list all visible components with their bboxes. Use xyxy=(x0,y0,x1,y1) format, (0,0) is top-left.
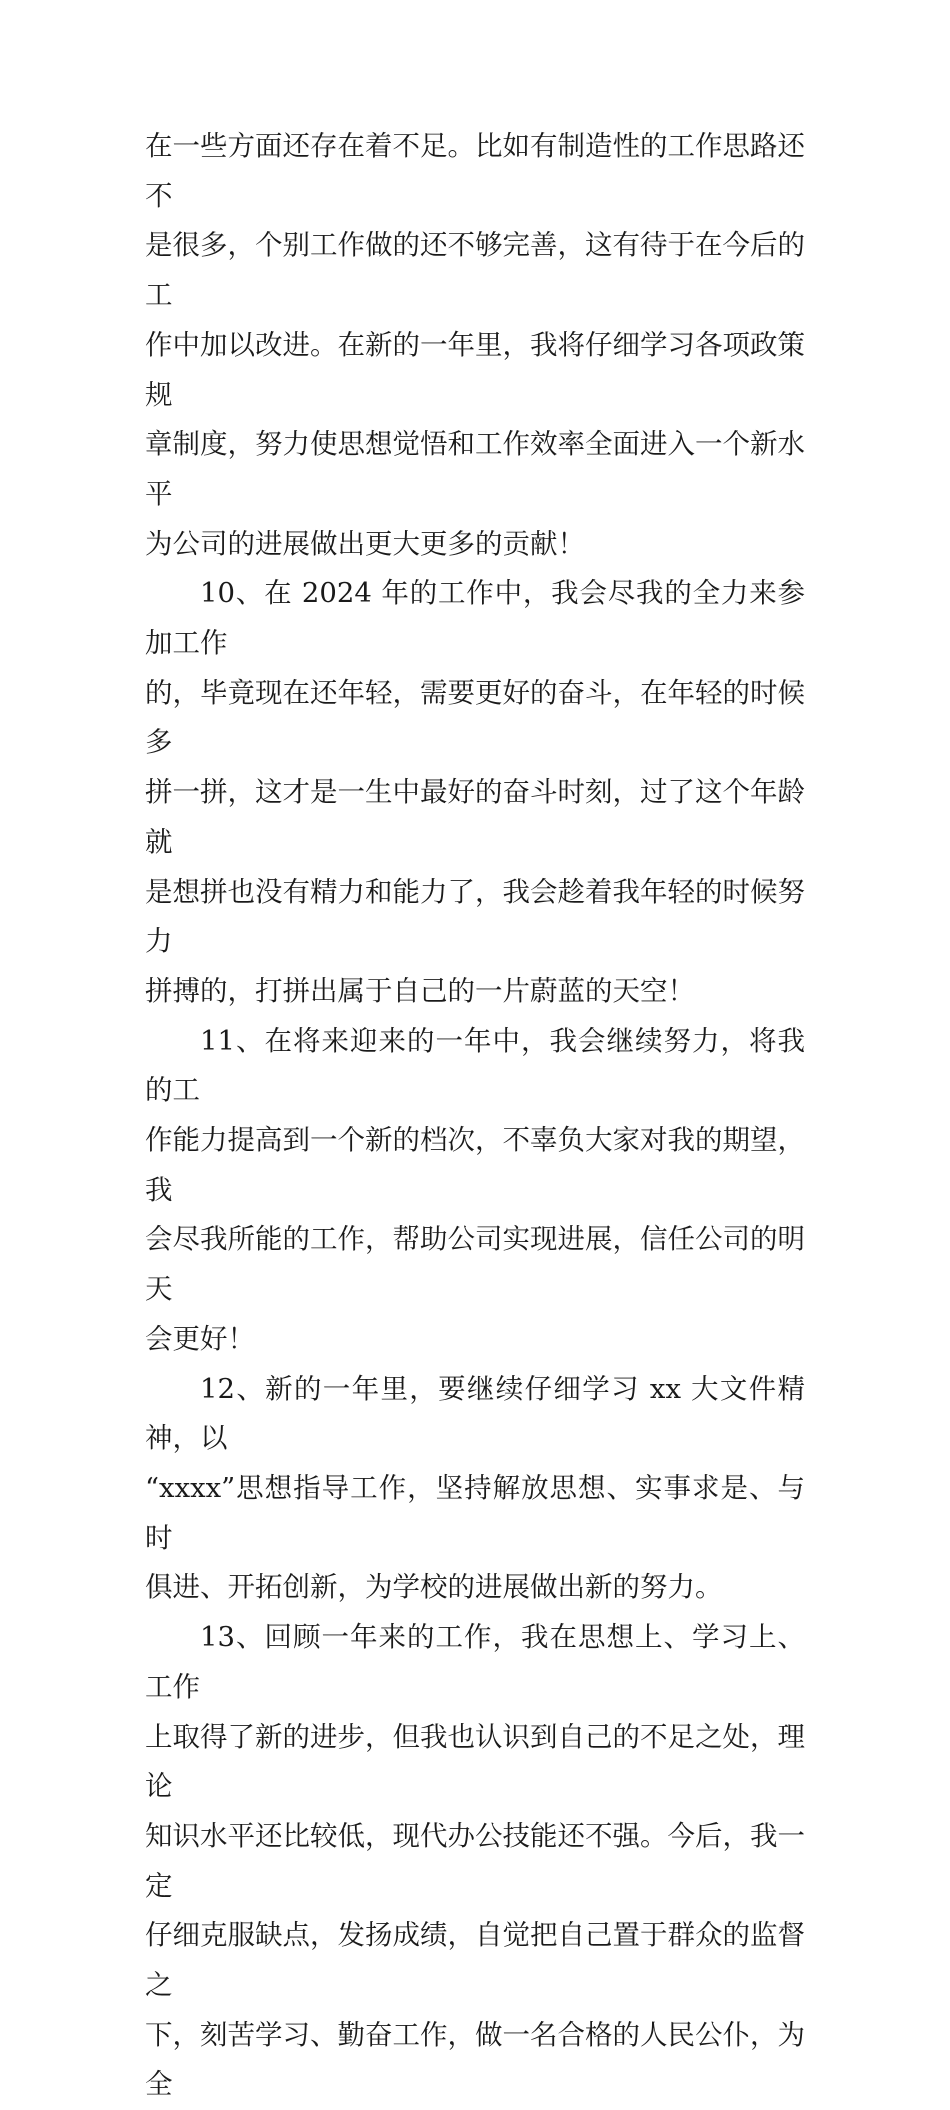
text-line: 为公司的进展做出更大更多的贡献！ xyxy=(145,527,585,560)
text-line: 是很多，个别工作做的还不够完善，这有待于在今后的工 xyxy=(145,229,805,312)
text-line: 10、在 2024 年的工作中，我会尽我的全力来参加工作 xyxy=(145,577,805,660)
text-line: 拼一拼，这才是一生中最好的奋斗时刻，过了这个年龄就 xyxy=(145,776,805,858)
text-line: 章制度，努力使思想觉悟和工作效率全面进入一个新水平 xyxy=(145,428,805,510)
text-line: 知识水平还比较低，现代办公技能还不强。今后，我一定 xyxy=(145,1819,805,1902)
text-line: 在一些方面还存在着不足。比如有制造性的工作思路还不 xyxy=(145,130,805,212)
text-line: 作能力提高到一个新的档次，不辜负大家对我的期望，我 xyxy=(145,1124,805,1206)
text-line: 会更好！ xyxy=(145,1322,255,1355)
text-line: 俱进、开拓创新，为学校的进展做出新的努力。 xyxy=(145,1571,723,1604)
text-line: 13、回顾一年来的工作，我在思想上、学习上、工作 xyxy=(145,1621,805,1703)
paragraph-continued xyxy=(145,122,805,569)
text-line: 的，毕竟现在还年轻，需要更好的奋斗，在年轻的时候多 xyxy=(145,676,805,759)
text-line: 12、新的一年里，要继续仔细学习 xx 大文件精神，以 xyxy=(145,1372,805,1455)
text-line: 上取得了新的进步，但我也认识到自己的不足之处，理论 xyxy=(145,1720,805,1803)
text-line: 作中加以改进。在新的一年里，我将仔细学习各项政策规 xyxy=(145,328,805,411)
paragraph-11 xyxy=(145,1017,805,1365)
text-line: 下，刻苦学习、勤奋工作，做一名合格的人民公仆，为全 xyxy=(145,2018,805,2101)
paragraph-12 xyxy=(145,1365,805,1614)
text-line: “xxxx”思想指导工作，坚持解放思想、实事求是、与时 xyxy=(145,1471,805,1554)
text-line: 拼搏的，打拼出属于自己的一片蔚蓝的天空！ xyxy=(145,974,695,1007)
text-line: 是想拼也没有精力和能力了，我会趁着我年轻的时候努力 xyxy=(145,875,805,958)
text-line: 11、在将来迎来的一年中，我会继续努力，将我的工 xyxy=(145,1024,805,1107)
paragraph-10 xyxy=(145,569,805,1016)
paragraph-13 xyxy=(145,1613,805,2110)
text-line: 会尽我所能的工作，帮助公司实现进展，信任公司的明天 xyxy=(145,1223,805,1306)
text-line: 仔细克服缺点，发扬成绩，自觉把自己置于群众的监督之 xyxy=(145,1919,805,2002)
document-body xyxy=(145,122,805,2110)
